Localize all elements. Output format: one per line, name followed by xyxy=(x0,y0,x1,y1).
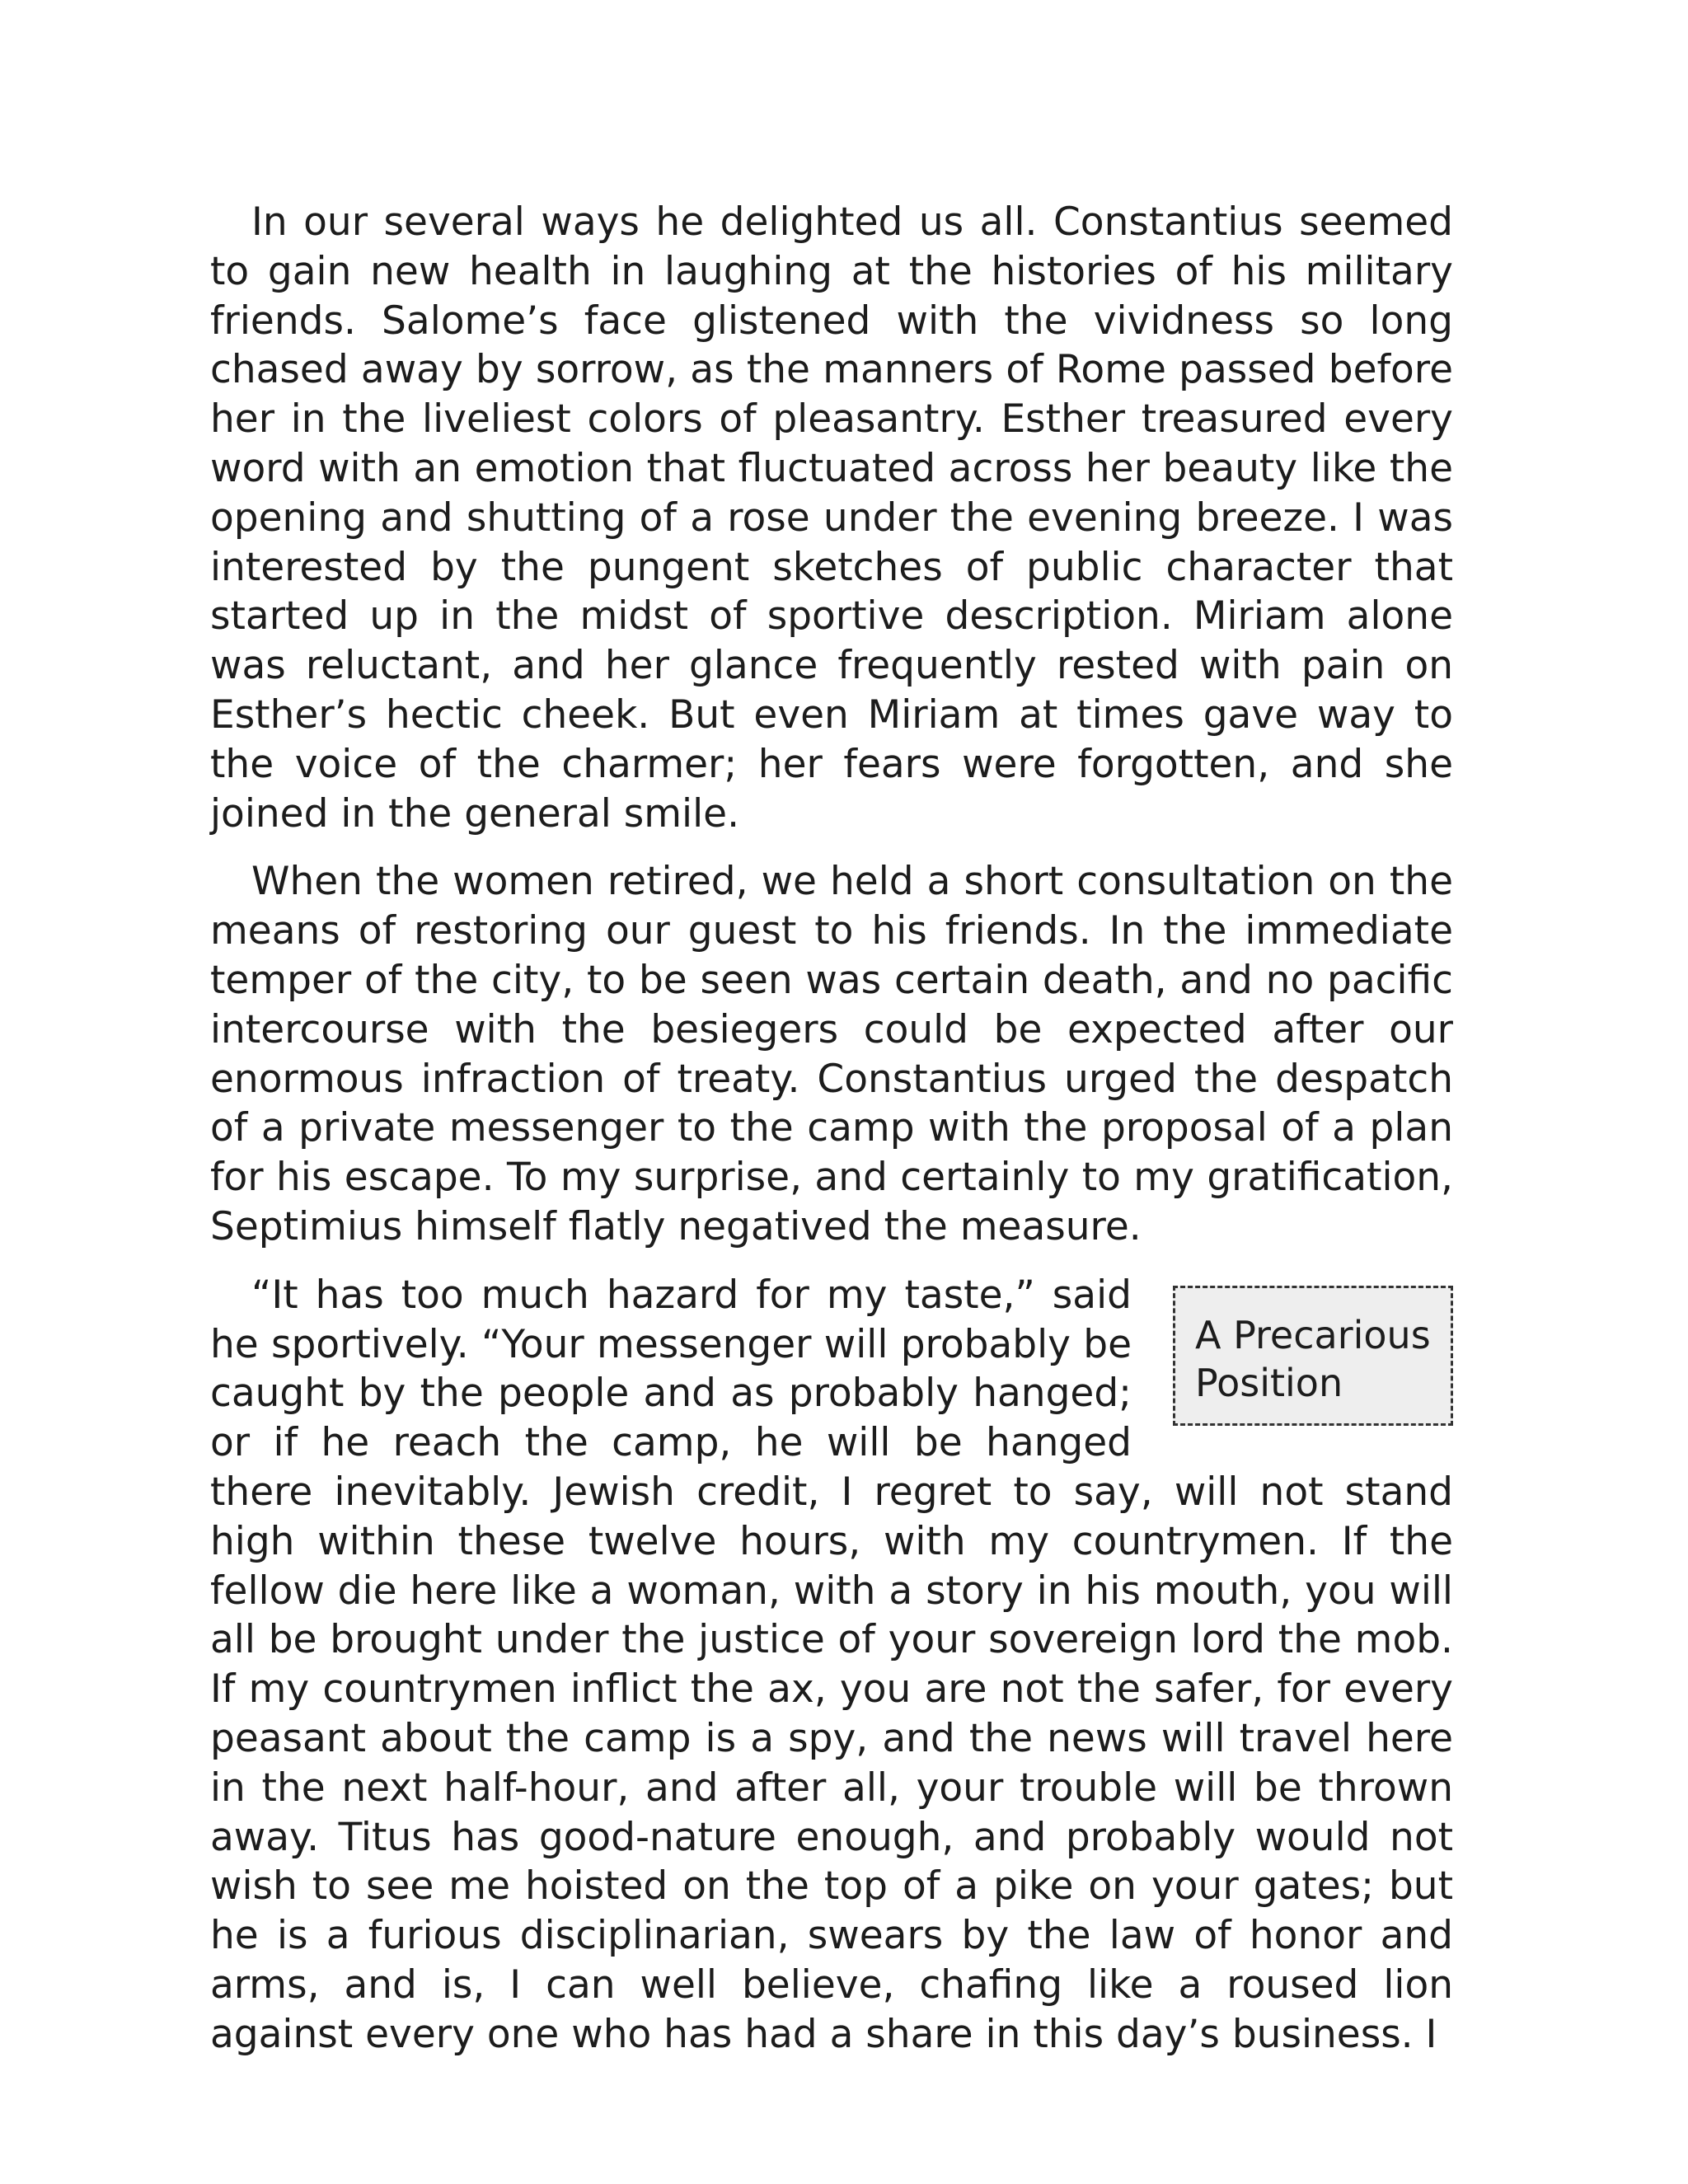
paragraph-1: In our several ways he delighted us all. Constantius seemed to gain new health in laughing at the histories of his military friends. Salome’s face glistened with the vividness so long chased away by sorrow, as the manners of Rome passed before her in the liveliest colors of pleasantry. Esther treasured every word with an emotion that fluctuated across her beauty like the opening and shutting of a rose under the evening breeze. I was interested by the pungent sketches of public character that started up in the midst of sportive description. Miriam alone was reluctant, and her glance frequently rested with pain on Esther’s hectic cheek. But even Miriam at times gave way to the voice of the charmer; her fears were forgotten, and she joined in the general smile. xyxy=(210,199,1453,837)
paragraph-2: When the women retired, we held a short consultation on the means of restoring our guest to his friends. In the immediate temper of the city, to be seen was certain death, and no pacific intercourse with the besiegers could be expected after our enormous infraction of treaty. Constantius urged the despatch of a private messenger to the camp with the proposal of a plan for his escape. To my surprise, and certainly to my gratification, Septimius himself flatly negatived the measure. xyxy=(210,859,1453,1249)
margin-note: A Precarious Position xyxy=(1173,1286,1453,1426)
paragraph-3-text: “It has too much hazard for my taste,” said he sportively. “Your messenger will probably be caught by the people and as probably hanged; or if he reach the camp, he will be hanged there inevitably. Jewish credit, I regret to say, will not stand high within these twelve hours, with my countrymen. If the fellow die here like a woman, with a story in his mouth, you will all be brought under the justice of your sovereign lord the mob. If my countrymen inflict the ax, you are not the safer, for every peasant about the camp is a spy, and the news will travel here in the next half-hour, and after all, your trouble will be thrown away. Titus has good-nature enough, and probably would not wish to see me hoisted on the top of a pike on your gates; but he is a furious disciplinarian, swears by the law of honor and arms, and is, I can well believe, chafing like a roused lion against every one who has had a share in this day’s business. I xyxy=(210,1272,1453,2057)
page-body xyxy=(210,198,1453,2078)
paragraph-3 xyxy=(210,1271,1453,2060)
